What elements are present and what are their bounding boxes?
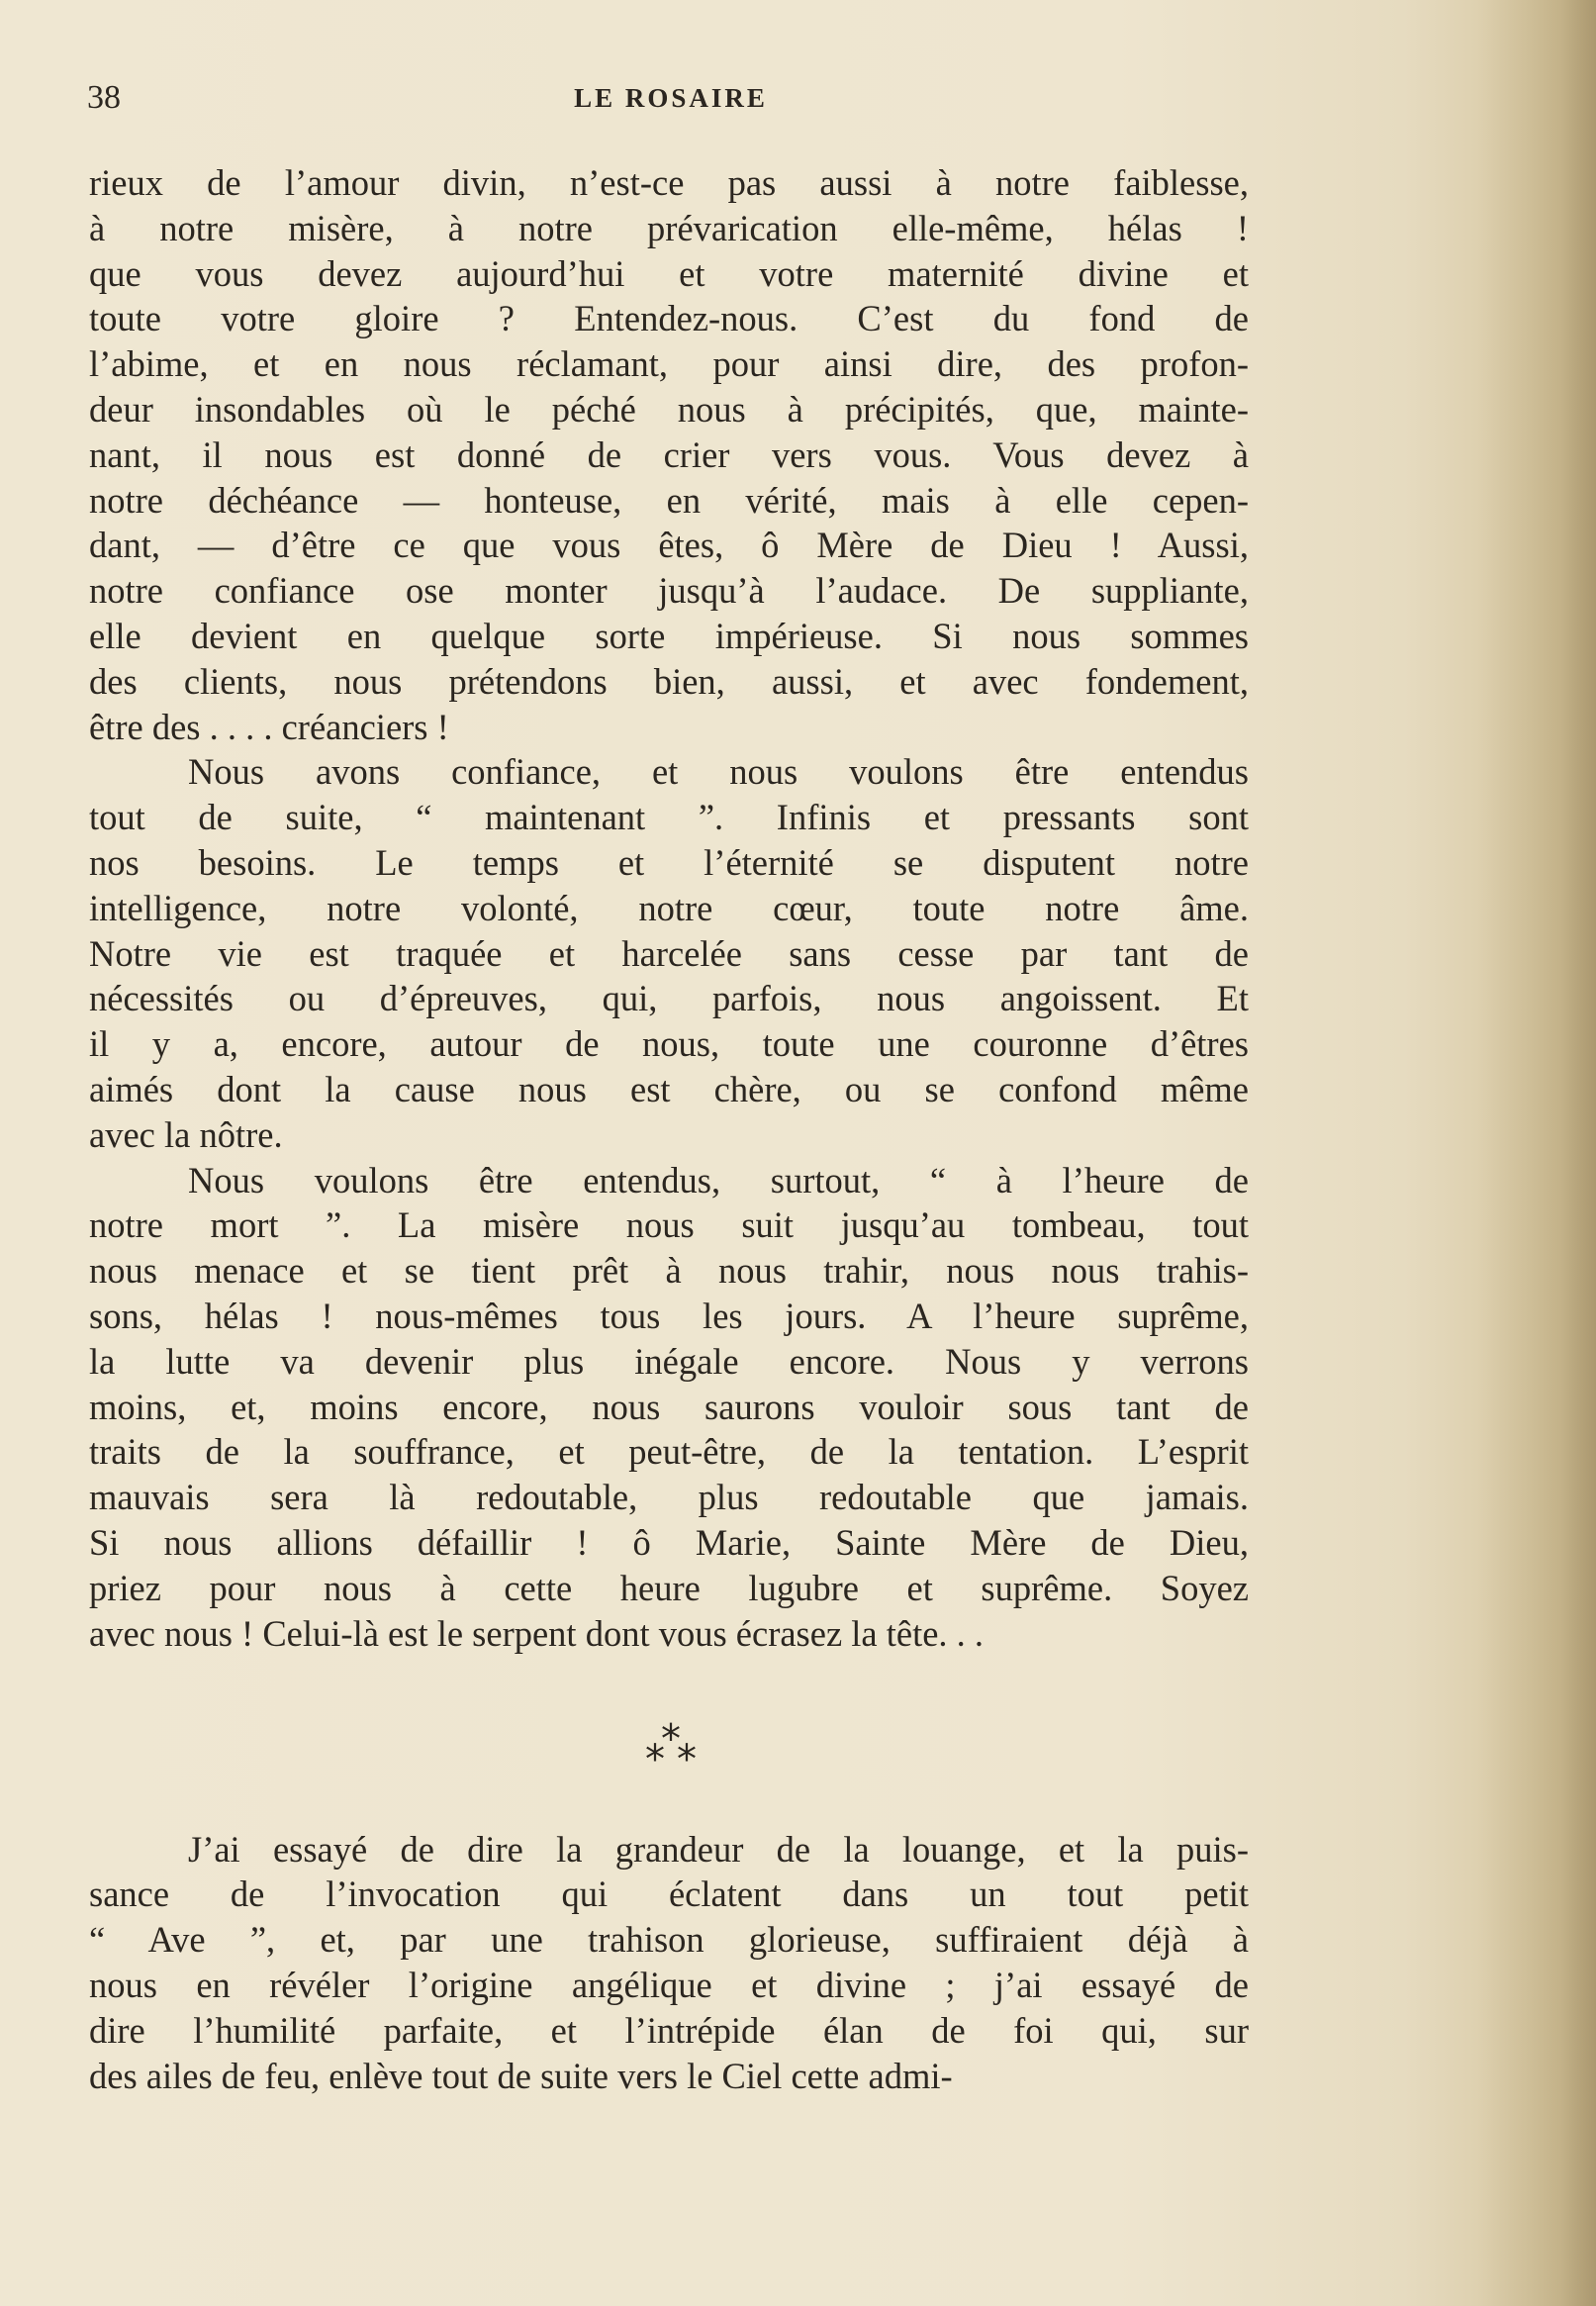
text-line: aimés dont la cause nous est chère, ou se confond même (89, 1068, 1249, 1109)
text-line: Nous avons confiance, et nous voulons être entendus (188, 751, 1249, 793)
text-line: notre mort ”. La misère nous suit jusqu’au tombeau, tout (89, 1204, 1249, 1246)
paragraph-4 (89, 1827, 1249, 2099)
text-line: à notre misère, à notre prévarication elle-même, hélas ! (89, 207, 1249, 248)
text-line: intelligence, notre volonté, notre cœur, toute notre âme. (89, 887, 1249, 928)
text-line: notre confiance ose monter jusqu’à l’audace. De suppliante, (89, 570, 1249, 612)
text-line: traits de la souffrance, et peut-être, de la tentation. L’esprit (89, 1431, 1249, 1473)
ornament-top-asterisk: ⁎ (661, 1704, 677, 1751)
text-line: rieux de l’amour divin, n’est-ce pas aussi à notre faiblesse, (89, 162, 1249, 203)
ornament-left-asterisk: ⁎ (645, 1724, 661, 1771)
text-line: nous menace et se tient prêt à nous trahir, nous nous trahis- (89, 1250, 1249, 1292)
text-line: “ Ave ”, et, par une trahison glorieuse, suffiraient déjà à (89, 1919, 1249, 1961)
text-line: des ailes de feu, enlève tout de suite vers le Ciel cette admi- (89, 2055, 953, 2096)
page-header (87, 79, 1255, 119)
text-line: nos besoins. Le temps et l’éternité se disputent notre (89, 841, 1249, 883)
text-line: nant, il nous est donné de crier vers vous. Vous devez à (89, 433, 1249, 475)
text-line: il y a, encore, autour de nous, toute une couronne d’êtres (89, 1023, 1249, 1065)
text-line: tout de suite, “ maintenant ”. Infinis et pressants sont (89, 797, 1249, 838)
running-title: LE ROSAIRE (574, 83, 768, 113)
body-text (89, 160, 1249, 2098)
text-line: nous en révéler l’origine angélique et divine ; j’ai essayé de (89, 1965, 1249, 2006)
text-line: elle devient en quelque sorte impérieuse. Si nous sommes (89, 615, 1249, 656)
ornament-right-asterisk: ⁎ (677, 1724, 693, 1771)
text-line: que vous devez aujourd’hui et votre maternité divine et (89, 252, 1249, 294)
text-line: priez pour nous à cette heure lugubre et suprême. Soyez (89, 1567, 1249, 1608)
text-line: notre déchéance — honteuse, en vérité, mais à elle cepen- (89, 479, 1249, 521)
text-line: dant, — d’être ce que vous êtes, ô Mère de Dieu ! Aussi, (89, 525, 1249, 566)
text-line: avec la nôtre. (89, 1113, 283, 1155)
text-line: l’abime, et en nous réclamant, pour ainsi dire, des profon- (89, 343, 1249, 385)
page-edge-shadow (1477, 0, 1596, 2306)
paragraph-1 (89, 160, 1249, 749)
text-line: dire l’humilité parfaite, et l’intrépide élan de foi qui, sur (89, 2009, 1249, 2051)
paragraph-2 (89, 749, 1249, 1157)
text-line: toute votre gloire ? Entendez-nous. C’est du fond de (89, 298, 1249, 339)
text-line: J’ai essayé de dire la grandeur de la louange, et la puis- (188, 1828, 1249, 1870)
text-line: mauvais sera là redoutable, plus redoutable que jamais. (89, 1477, 1249, 1518)
text-line: être des . . . . créanciers ! (89, 706, 449, 747)
text-line: Notre vie est traquée et harcelée sans cesse par tant de (89, 932, 1249, 974)
section-ornament (89, 1703, 1249, 1777)
text-line: Nous voulons être entendus, surtout, “ à l’heure de (188, 1159, 1249, 1201)
paragraph-3 (89, 1158, 1249, 1657)
text-line: la lutte va devenir plus inégale encore. Nous y verrons (89, 1340, 1249, 1382)
text-line: sance de l’invocation qui éclatent dans un tout petit (89, 1874, 1249, 1915)
text-line: nécessités ou d’épreuves, qui, parfois, nous angoissent. Et (89, 978, 1249, 1019)
text-line: moins, et, moins encore, nous saurons vouloir sous tant de (89, 1386, 1249, 1427)
text-line: sons, hélas ! nous-mêmes tous les jours. A l’heure suprême, (89, 1295, 1249, 1336)
text-line: des clients, nous prétendons bien, aussi, et avec fondement, (89, 660, 1249, 702)
text-line: deur insondables où le péché nous à précipités, que, mainte- (89, 388, 1249, 430)
text-line: Si nous allions défaillir ! ô Marie, Sainte Mère de Dieu, (89, 1521, 1249, 1563)
page-number: 38 (87, 79, 121, 116)
text-line: avec nous ! Celui-là est le serpent dont vous écrasez la tête. . . (89, 1612, 985, 1654)
